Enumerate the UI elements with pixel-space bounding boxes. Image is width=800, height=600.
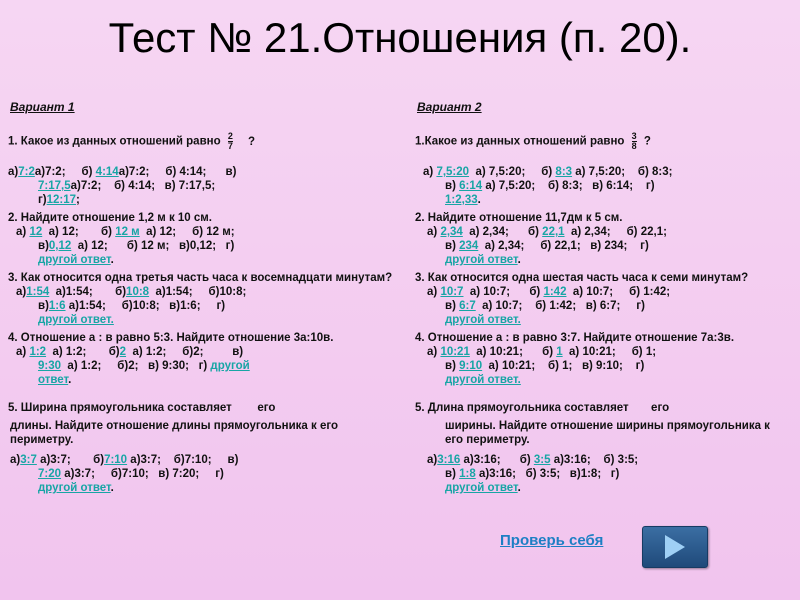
answer-link[interactable]: другой ответ. [38, 314, 114, 326]
question-2: 2. Найдите отношение 1,2 м к 10 см. [8, 212, 212, 224]
answer-line: в) 6:7 а) 10:7; б) 1:42; в) 6:7; г) [445, 300, 645, 312]
answer-line: а) 12 а) 12; б) 12 м а) 12; б) 12 м; [16, 226, 235, 238]
answer-link[interactable]: 1:42 [543, 286, 567, 298]
answer-link[interactable]: другой ответ [38, 254, 111, 266]
answer-line [8, 313, 393, 327]
answer-link[interactable]: 12 [29, 226, 43, 238]
variant-1-column [8, 100, 393, 495]
answer-link[interactable]: 1:2 [29, 346, 47, 358]
answer-line: а) 7,5:20 а) 7,5:20; б) 8:3 а) 7,5:20; б) 8:3; [423, 166, 673, 178]
answer-link[interactable]: другой ответ. [445, 314, 521, 326]
answer-link[interactable]: 6:14 [459, 180, 483, 192]
answer-line: в)1:6 а)1:54; б)10:8; в)1:6; г) [38, 300, 226, 312]
answer-link[interactable]: 3:5 [533, 454, 551, 466]
page-title: Тест № 21.Отношения (п. 20). [108, 14, 692, 61]
question-1: 1. Какое из данных отношений равно $\frac{2}{7}$ ? [8, 131, 256, 151]
question-3: 3. Как относится одна шестая часть часа к семи минутам? [415, 272, 749, 284]
answer-link[interactable]: ответ [38, 374, 69, 386]
answer-link[interactable]: 1:2,33 [445, 194, 478, 206]
question-5-text: длины. Найдите отношение длины прямоугольника к его периметру. [10, 420, 339, 446]
answer-link[interactable]: другой ответ. [445, 374, 521, 386]
answer-line: другой ответ. [38, 254, 114, 266]
answer-link[interactable]: 22,1 [542, 226, 565, 238]
question-2: 2. Найдите отношение 11,7дм к 5 см. [415, 212, 623, 224]
answer-line: в) 9:10 а) 10:21; б) 1; в) 9:10; г) [445, 360, 645, 372]
question-5: 5. Ширина прямоугольника составляет его [8, 402, 276, 414]
answer-line: а)1:54 а)1:54; б)10:8 а)1:54; б)10:8; [16, 286, 247, 298]
answer-line: в) 234 а) 2,34; б) 22,1; в) 234; г) [445, 240, 649, 252]
answer-line: в)0,12 а) 12; б) 12 м; в)0,12; г) [38, 240, 235, 252]
question-4: 4. Отношение а : в равно 3:7. Найдите отношение 7а:3в. [415, 332, 735, 344]
answer-link[interactable]: 10:8 [126, 286, 150, 298]
answer-link[interactable]: 7,5:20 [436, 166, 470, 178]
answer-line: ответ. [38, 374, 72, 386]
answer-link[interactable]: 7:2 [18, 166, 35, 178]
answer-line: другой ответ. [445, 254, 521, 266]
answer-line: а) 10:21 а) 10:21; б) 1 а) 10:21; б) 1; [427, 346, 657, 358]
variant-1-heading: Вариант 1 [10, 100, 75, 114]
answer-link[interactable]: другой ответ [445, 254, 518, 266]
next-button[interactable] [642, 526, 708, 568]
answer-line [415, 313, 795, 327]
answer-line: в) 1:8 а)3:16; б) 3:5; в)1:8; г) [445, 468, 620, 480]
answer-line: а)7:2а)7:2; б) 4:14а)7:2; б) 4:14; в) [8, 166, 237, 178]
answer-line: 7:20 а)3:7; б)7:10; в) 7:20; г) [38, 468, 224, 480]
question-4: 4. Отношение а : в равно 5:3. Найдите отношение 3а:10в. [8, 332, 334, 344]
answer-link[interactable]: другой ответ [445, 482, 518, 494]
answer-link[interactable]: 12:17 [46, 194, 77, 206]
answer-link[interactable]: другой ответ [38, 482, 111, 494]
answer-line: а)3:7 а)3:7; б)7:10 а)3:7; б)7:10; в) [10, 454, 239, 466]
answer-line: другой ответ. [38, 482, 114, 494]
question-3: 3. Как относится одна третья часть часа к восемнадцати минутам? [8, 272, 393, 284]
answer-link[interactable]: 7:20 [38, 468, 62, 480]
answer-line: а) 2,34 а) 2,34; б) 22,1 а) 2,34; б) 22,1; [427, 226, 667, 238]
variant-2-column [415, 100, 795, 495]
answer-link[interactable]: 8:3 [555, 166, 573, 178]
answer-link[interactable]: 6:7 [459, 300, 476, 312]
answer-link[interactable]: 3:7 [20, 454, 37, 466]
answer-line: в) 6:14 а) 7,5:20; б) 8:3; в) 6:14; г) [445, 180, 655, 192]
question-5-text: ширины. Найдите отношение ширины прямоугольника к его периметру. [445, 420, 770, 446]
answer-link[interactable]: 1:6 [48, 300, 66, 312]
play-icon [665, 535, 685, 559]
answer-line: г)12:17; [38, 194, 80, 206]
question-1: 1.Какое из данных отношений равно $\frac{3}{8}$ ? [415, 131, 651, 151]
answer-link[interactable]: 2 [119, 346, 127, 358]
answer-line: 7:17,5а)7:2; б) 4:14; в) 7:17,5; [38, 180, 216, 192]
answer-link[interactable]: 12 м [115, 226, 140, 238]
answer-line [415, 373, 795, 387]
answer-link[interactable]: 9:30 [38, 360, 62, 372]
answer-link[interactable]: 10:21 [440, 346, 470, 358]
answer-line: 9:30 а) 1:2; б)2; в) 9:30; г) другой [38, 360, 250, 372]
answer-line: а) 1:2 а) 1:2; б)2 а) 1:2; б)2; в) [16, 346, 244, 358]
check-yourself-label[interactable]: Проверь себя [500, 532, 604, 549]
fraction: $\frac{2}{7}$ [227, 131, 233, 151]
answer-line: а) 10:7 а) 10:7; б) 1:42 а) 10:7; б) 1:42; [427, 286, 671, 298]
answer-link[interactable]: 234 [459, 240, 479, 252]
answer-link[interactable]: 7:10 [104, 454, 128, 466]
answer-link[interactable]: другой [210, 360, 250, 372]
answer-line: другой ответ. [445, 482, 521, 494]
answer-link[interactable]: 4:14 [95, 166, 119, 178]
answer-link[interactable]: 2,34 [440, 226, 463, 238]
answer-line: а)3:16 а)3:16; б) 3:5 а)3:16; б) 3:5; [427, 454, 639, 466]
answer-line: 1:2,33. [445, 194, 481, 206]
answer-link[interactable]: 1:8 [459, 468, 476, 480]
answer-link[interactable]: 10:7 [440, 286, 464, 298]
fraction: $\frac{3}{8}$ [631, 131, 637, 151]
answer-link[interactable]: 9:10 [459, 360, 483, 372]
answer-link[interactable]: 3:16 [437, 454, 461, 466]
variant-2-heading: Вариант 2 [417, 100, 482, 114]
answer-link[interactable]: 1:54 [26, 286, 50, 298]
answer-link[interactable]: 1 [556, 346, 563, 358]
answer-link[interactable]: 7:17,5 [38, 180, 71, 192]
question-5: 5. Длина прямоугольника составляет его [415, 402, 670, 414]
answer-link[interactable]: 0,12 [48, 240, 72, 252]
